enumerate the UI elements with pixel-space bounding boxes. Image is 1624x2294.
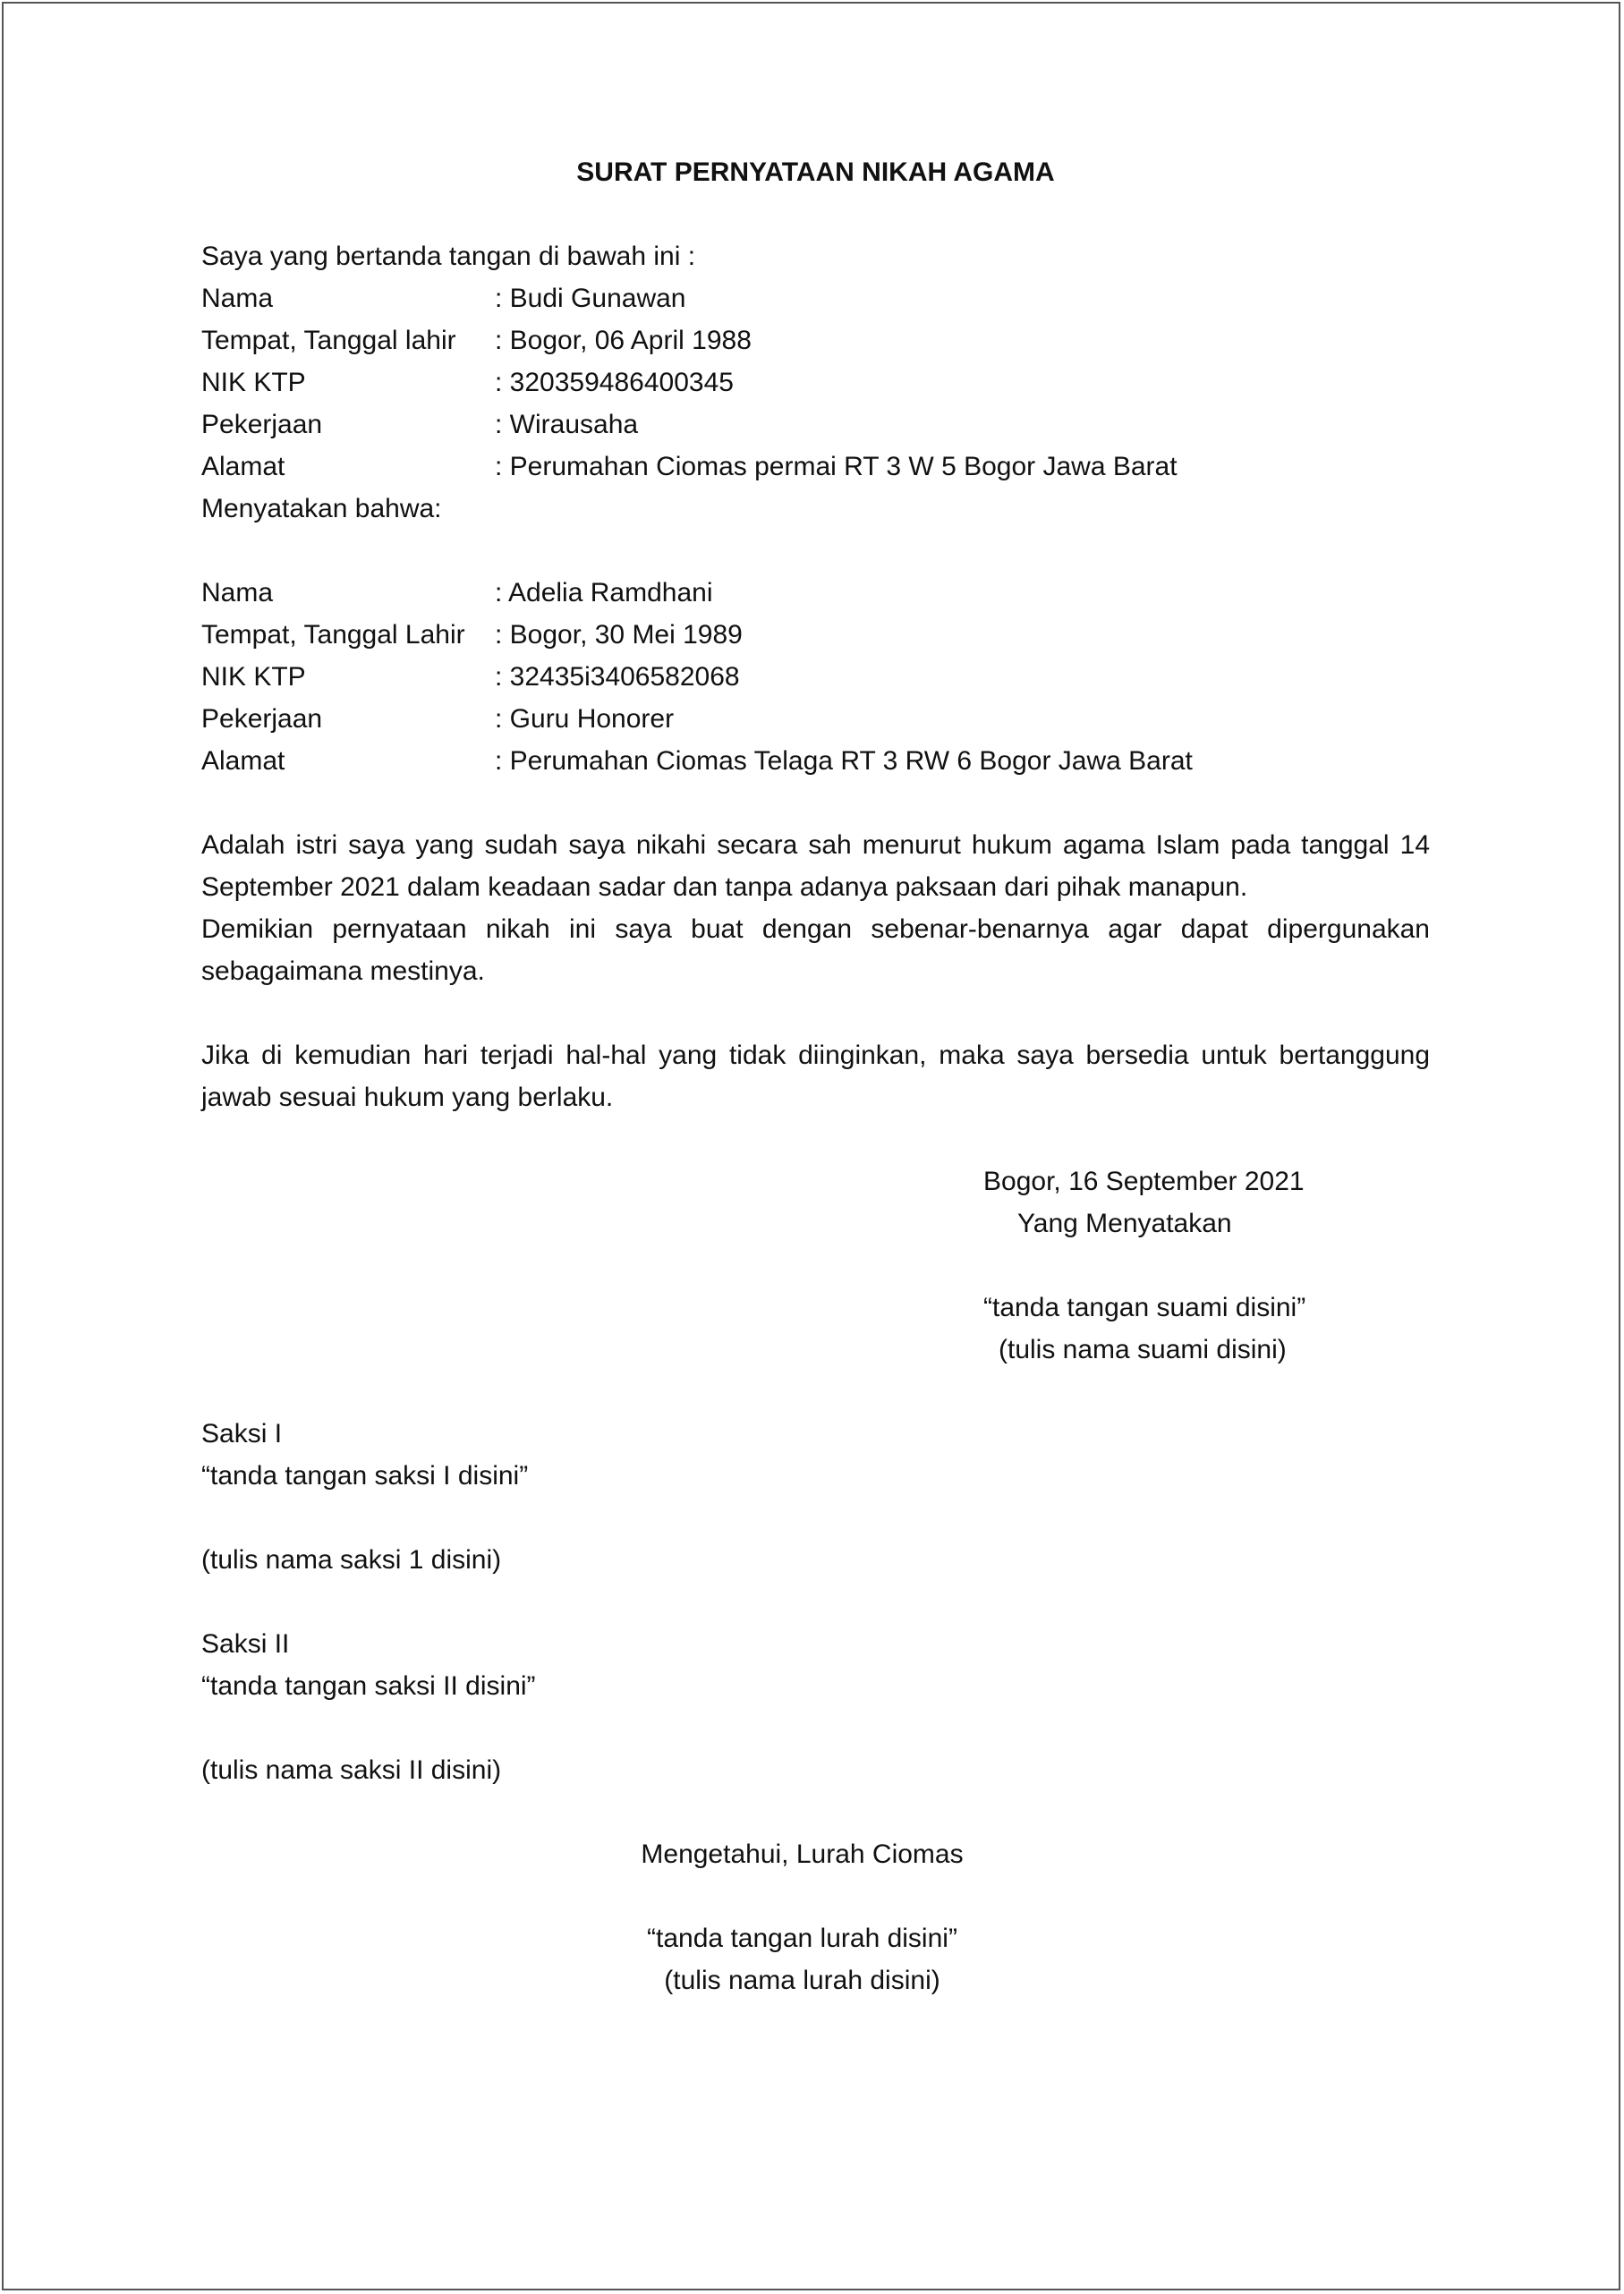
spacer bbox=[188, 1875, 1416, 1917]
witness2-signature-placeholder: “tanda tangan saksi II disini” bbox=[201, 1671, 536, 1701]
signer-role: Yang Menyatakan bbox=[1017, 1209, 1232, 1238]
husband-signature-block bbox=[983, 1160, 1431, 1371]
field-label: Nama bbox=[201, 284, 274, 313]
field-label: NIK KTP bbox=[201, 368, 306, 397]
husband-name-placeholder: (tulis nama suami disini) bbox=[999, 1335, 1287, 1364]
field-label: Alamat bbox=[201, 452, 285, 481]
witness1-name-placeholder: (tulis nama saksi 1 disini) bbox=[201, 1545, 502, 1575]
person1-row-birth bbox=[201, 319, 1430, 361]
lurah-block bbox=[188, 1833, 1416, 2001]
closing-paragraph: Demikian pernyataan nikah ini saya buat dengan sebenar-benarnya agar dapat dipergunakan sebagaimana mestinya. bbox=[201, 914, 1430, 986]
person1-row-job bbox=[201, 404, 1430, 446]
field-label: Tempat, Tanggal Lahir bbox=[201, 620, 465, 650]
field-label: Pekerjaan bbox=[201, 704, 323, 734]
spacer bbox=[201, 1118, 1430, 1160]
lurah-heading: Mengetahui, Lurah Ciomas bbox=[641, 1839, 964, 1869]
field-value: : 320359486400345 bbox=[495, 368, 734, 397]
person2-details bbox=[201, 572, 1430, 782]
field-value: : Guru Honorer bbox=[495, 704, 675, 734]
lurah-name-placeholder: (tulis nama lurah disini) bbox=[664, 1966, 940, 1995]
field-value: : Budi Gunawan bbox=[495, 284, 686, 313]
field-value: : Bogor, 30 Mei 1989 bbox=[495, 620, 743, 650]
husband-signature-placeholder: “tanda tangan suami disini” bbox=[983, 1293, 1306, 1322]
field-value: : Perumahan Ciomas permai RT 3 W 5 Bogor Jawa Barat bbox=[495, 452, 1178, 481]
witness1-block bbox=[201, 1413, 1430, 1581]
document-page bbox=[2, 2, 1620, 2290]
field-label: Pekerjaan bbox=[201, 410, 323, 439]
field-label: Alamat bbox=[201, 746, 285, 776]
spacer bbox=[201, 1791, 1430, 1833]
field-label: Nama bbox=[201, 578, 274, 607]
field-value: : 32435i3406582068 bbox=[495, 662, 740, 692]
witness2-label: Saksi II bbox=[201, 1629, 290, 1659]
spacer bbox=[201, 992, 1430, 1034]
document-title: SURAT PERNYATAAN NIKAH AGAMA bbox=[576, 157, 1055, 187]
intro-text: Saya yang bertanda tangan di bawah ini : bbox=[201, 242, 696, 271]
field-value: : Bogor, 06 April 1988 bbox=[495, 326, 752, 355]
person1-row-nik bbox=[201, 361, 1430, 404]
declare-text: Menyatakan bahwa: bbox=[201, 494, 442, 523]
person2-row-birth bbox=[201, 614, 1430, 656]
spacer bbox=[201, 1581, 1430, 1623]
witness1-label: Saksi I bbox=[201, 1419, 283, 1449]
spacer bbox=[201, 782, 1430, 824]
spacer bbox=[201, 1497, 1430, 1539]
place-date: Bogor, 16 September 2021 bbox=[983, 1167, 1305, 1196]
person2-row-name bbox=[201, 572, 1430, 614]
lurah-signature-placeholder: “tanda tangan lurah disini” bbox=[647, 1924, 957, 1953]
spacer bbox=[201, 530, 1430, 572]
spacer bbox=[201, 1707, 1430, 1749]
person2-row-address bbox=[201, 740, 1430, 782]
person2-row-job bbox=[201, 698, 1430, 740]
witness2-name-placeholder: (tulis nama saksi II disini) bbox=[201, 1755, 502, 1785]
person1-row-name bbox=[201, 277, 1430, 319]
field-value: : Wirausaha bbox=[495, 410, 639, 439]
field-value: : Adelia Ramdhani bbox=[495, 578, 713, 607]
statement-paragraph: Adalah istri saya yang sudah saya nikahi secara sah menurut hukum agama Islam pada tanggal 14 September 2021 dalam keadaan sadar dan tanpa adanya paksaan dari pihak manapun. bbox=[201, 830, 1430, 902]
spacer bbox=[201, 1371, 1430, 1413]
liability-paragraph: Jika di kemudian hari terjadi hal-hal yang tidak diinginkan, maka saya bersedia untuk bertanggung jawab sesuai hukum yang berlaku. bbox=[201, 1041, 1430, 1112]
field-label: NIK KTP bbox=[201, 662, 306, 692]
person1-row-address bbox=[201, 446, 1430, 488]
witness1-signature-placeholder: “tanda tangan saksi I disini” bbox=[201, 1461, 529, 1491]
person2-row-nik bbox=[201, 656, 1430, 698]
field-label: Tempat, Tanggal lahir bbox=[201, 326, 456, 355]
letter-body bbox=[201, 151, 1430, 2001]
witness2-block bbox=[201, 1623, 1430, 1791]
spacer bbox=[983, 1245, 1431, 1287]
person1-details bbox=[201, 277, 1430, 488]
field-value: : Perumahan Ciomas Telaga RT 3 RW 6 Bogor Jawa Barat bbox=[495, 746, 1193, 776]
